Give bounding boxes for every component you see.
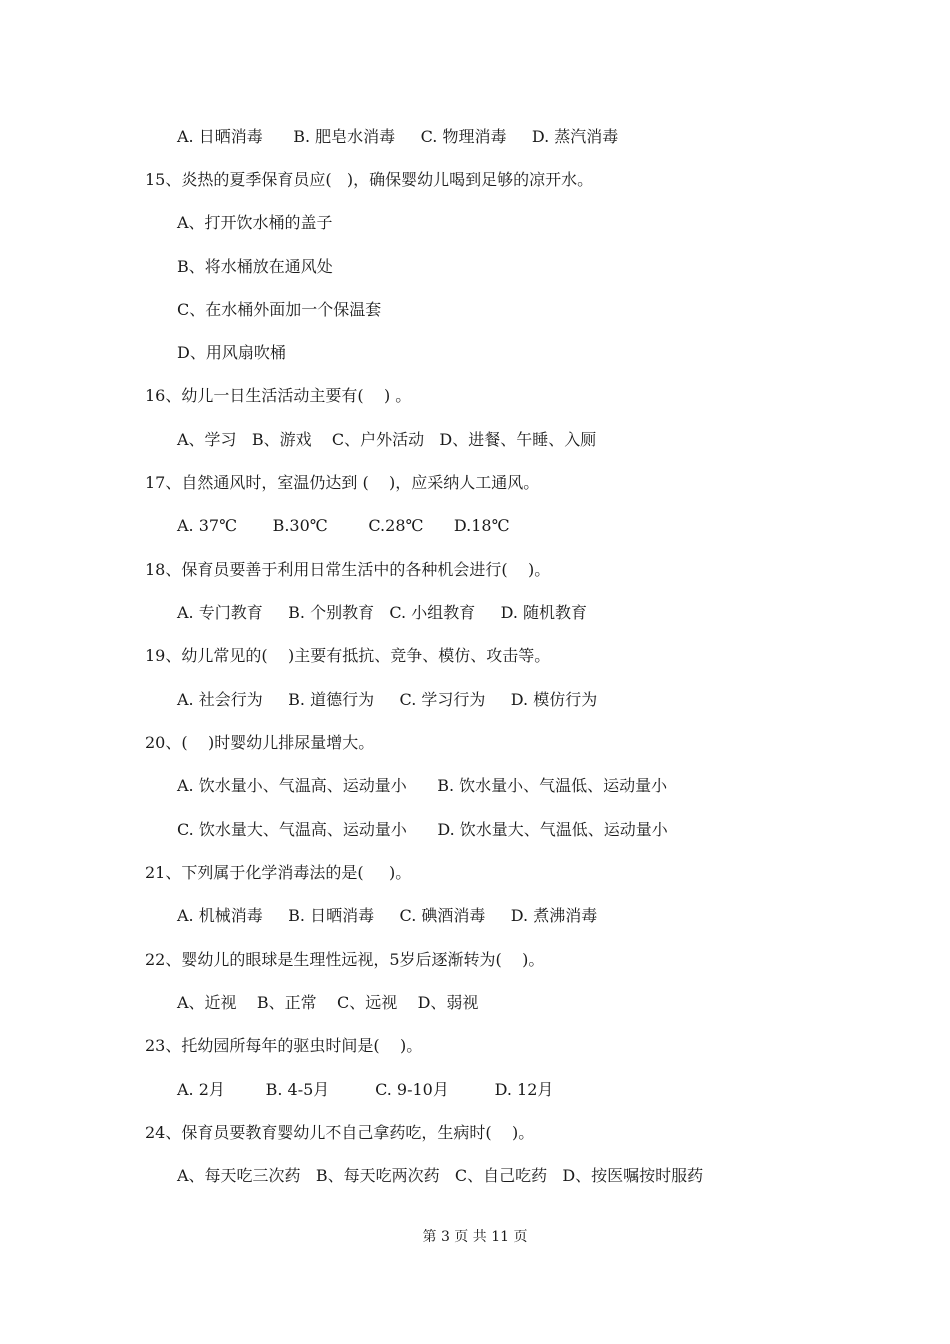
options-14: A. 日晒消毒 B. 肥皂水消毒 C. 物理消毒 D. 蒸汽消毒: [177, 127, 619, 146]
options-20-ab: A. 饮水量小、气温高、运动量小 B. 饮水量小、气温低、运动量小: [177, 776, 668, 795]
options-19: A. 社会行为 B. 道德行为 C. 学习行为 D. 模仿行为: [177, 690, 598, 709]
question-15: 15、炎热的夏季保育员应( )，确保婴幼儿喝到足够的凉开水。: [145, 170, 594, 189]
option-15b: B、将水桶放在通风处: [177, 257, 333, 276]
options-17: A. 37℃ B.30℃ C.28℃ D.18℃: [177, 516, 510, 535]
option-15d: D、用风扇吹桶: [177, 343, 286, 362]
options-16: A、学习 B、游戏 C、户外活动 D、进餐、午睡、入厕: [177, 430, 597, 449]
question-17: 17、自然通风时，室温仍达到 ( )，应采纳人工通风。: [145, 473, 540, 492]
option-15a: A、打开饮水桶的盖子: [177, 213, 333, 232]
options-22: A、近视 B、正常 C、远视 D、弱视: [177, 993, 479, 1012]
question-16: 16、幼儿一日生活活动主要有( ) 。: [145, 386, 412, 405]
options-23: A. 2月 B. 4-5月 C. 9-10月 D. 12月: [177, 1080, 554, 1099]
options-24: A、每天吃三次药 B、每天吃两次药 C、自己吃药 D、按医嘱按时服药: [177, 1166, 704, 1185]
question-23: 23、托幼园所每年的驱虫时间是( )。: [145, 1036, 423, 1055]
options-18: A. 专门教育 B. 个别教育 C. 小组教育 D. 随机教育: [177, 603, 588, 622]
options-21: A. 机械消毒 B. 日晒消毒 C. 碘酒消毒 D. 煮沸消毒: [177, 906, 598, 925]
page-footer: 第 3 页 共 11 页: [422, 1229, 528, 1245]
question-24: 24、保育员要教育婴幼儿不自己拿药吃，生病时( )。: [145, 1123, 535, 1142]
question-19: 19、幼儿常见的( )主要有抵抗、竞争、模仿、攻击等。: [145, 646, 551, 665]
options-20-cd: C. 饮水量大、气温高、运动量小 D. 饮水量大、气温低、运动量小: [177, 820, 668, 839]
option-15c: C、在水桶外面加一个保温套: [177, 300, 382, 319]
question-21: 21、下列属于化学消毒法的是( )。: [145, 863, 412, 882]
question-22: 22、婴幼儿的眼球是生理性远视，5岁后逐渐转为( )。: [145, 950, 545, 969]
question-20: 20、( )时婴幼儿排尿量增大。: [145, 733, 375, 752]
question-18: 18、保育员要善于利用日常生活中的各种机会进行( )。: [145, 560, 551, 579]
